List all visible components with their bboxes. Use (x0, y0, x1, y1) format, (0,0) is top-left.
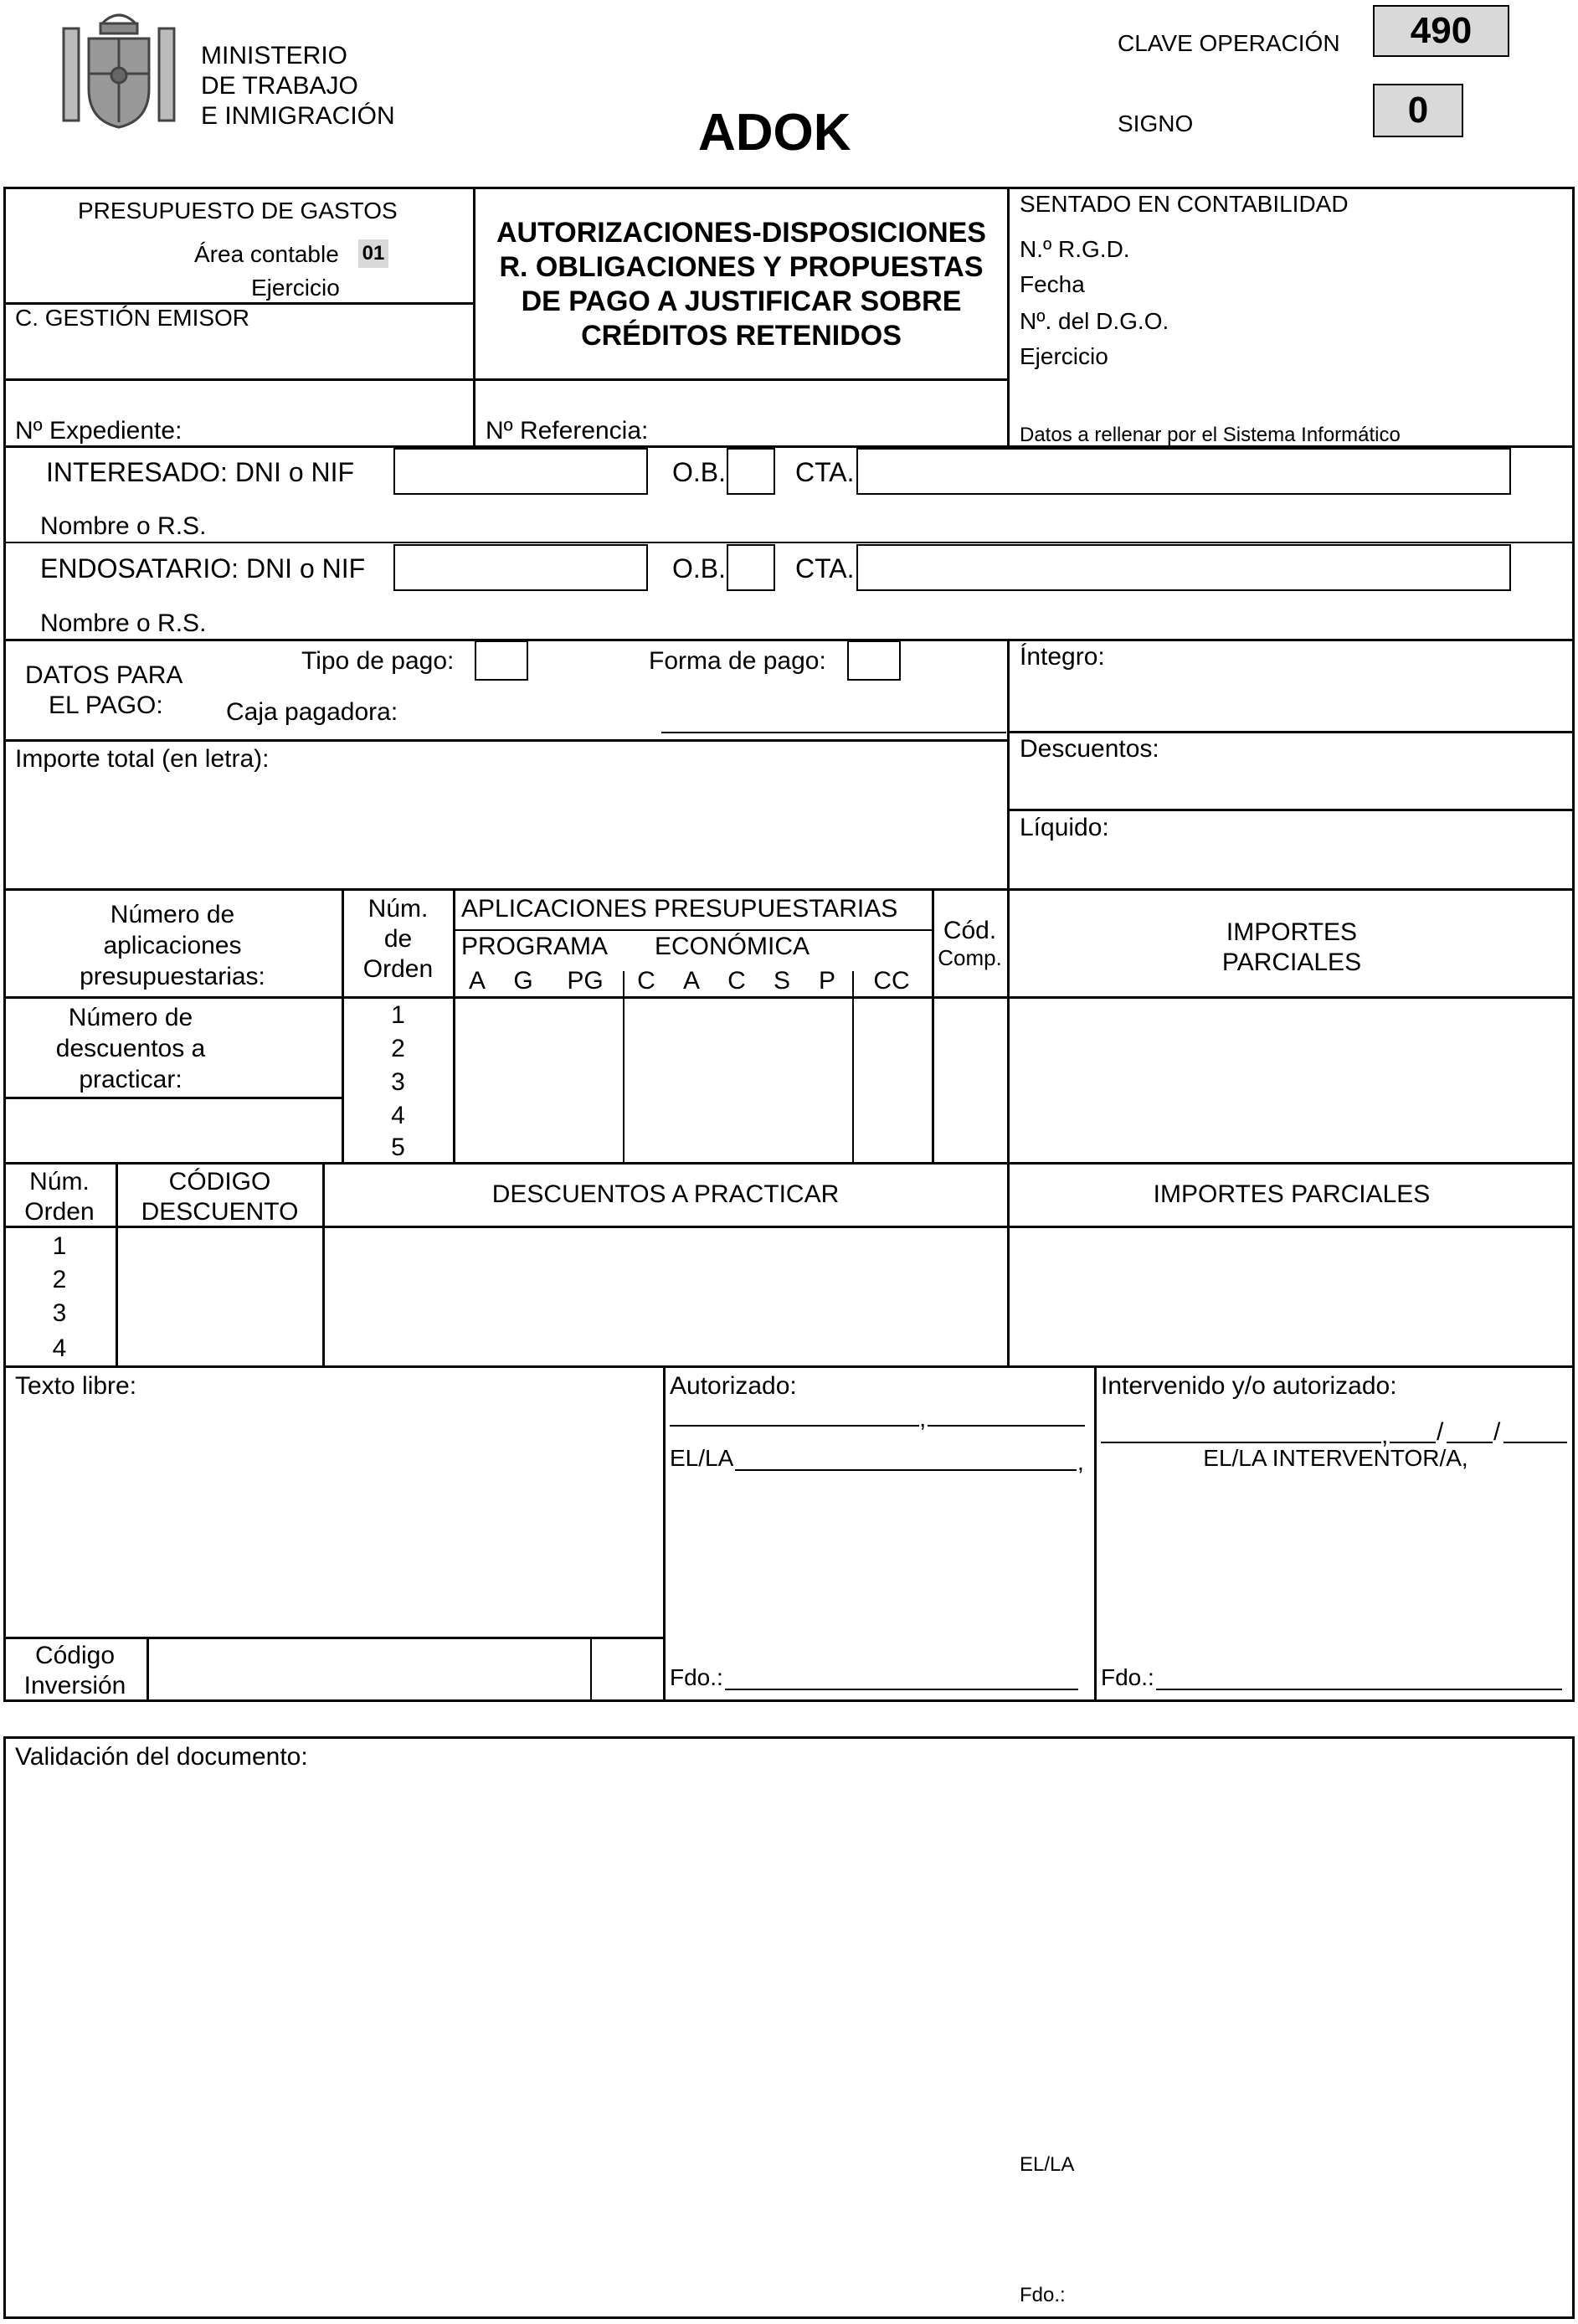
dgo-label: Nº. del D.G.O. (1020, 308, 1169, 334)
clave-operacion-value: 490 (1373, 5, 1509, 57)
codigo-inversion-label (3, 1641, 146, 1701)
expediente-label: Nº Expediente: (15, 417, 182, 445)
num-aplicaciones-label (3, 899, 342, 992)
sub-col-s: S (773, 967, 790, 995)
sistema-informatico-note: Datos a rellenar por el Sistema Informático (1020, 424, 1401, 446)
interesado-nif-field[interactable] (393, 448, 648, 495)
discount-num-line2: Orden (24, 1198, 95, 1226)
interesado-cta-field[interactable] (856, 448, 1511, 495)
datos-pago-label-line1: DATOS PARA (25, 661, 183, 689)
intervenido-slash-2: / (1493, 1418, 1501, 1446)
forma-pago-field[interactable] (847, 640, 901, 681)
num-aplicaciones-line3: presupuestarias: (80, 963, 265, 990)
form-title-line4: CRÉDITOS RETENIDOS (581, 320, 902, 352)
codigo-line1: CÓDIGO (168, 1168, 271, 1195)
endosatario-nombre-label: Nombre o R.S. (40, 609, 207, 637)
sub-col-c1: C (637, 967, 655, 995)
discount-orden-4: 4 (52, 1334, 67, 1362)
sub-col-a2: A (682, 967, 700, 995)
num-orden-line2: de (383, 925, 413, 953)
discount-num-orden-header (3, 1167, 116, 1227)
datos-pago-label-line2: EL PAGO: (49, 692, 163, 719)
form-title-line1: AUTORIZACIONES-DISPOSICIONES (496, 217, 986, 249)
autorizado-comma: , (919, 1405, 927, 1432)
discount-num-line1: Núm. (29, 1168, 90, 1195)
tipo-pago-label: Tipo de pago: (301, 647, 455, 675)
document-code: ADOK (698, 104, 851, 162)
validacion-ella-label: EL/LA (1020, 2153, 1075, 2176)
sub-col-cc: CC (873, 967, 910, 995)
signo-label: SIGNO (1118, 111, 1194, 136)
liquido-label: Líquido: (1020, 814, 1109, 841)
comp-line: Comp. (938, 945, 1002, 970)
endosatario-cta-field[interactable] (856, 544, 1511, 591)
autorizado-ella-comma: , (1077, 1449, 1084, 1475)
sub-col-p: P (818, 967, 835, 995)
endosatario-cta-label: CTA. (795, 553, 855, 584)
cod-comp-header (933, 918, 1007, 969)
autorizado-fdo-label: Fdo.: (670, 1664, 723, 1690)
interventor-label: EL/LA INTERVENTOR/A, (1203, 1445, 1468, 1471)
endosatario-label: ENDOSATARIO: DNI o NIF (40, 553, 366, 584)
integro-label: Íntegro: (1020, 643, 1105, 671)
num-descuentos-line3: practicar: (79, 1066, 182, 1093)
discount-orden-3: 3 (52, 1299, 67, 1327)
forma-pago-label: Forma de pago: (649, 647, 826, 675)
texto-libre-label: Texto libre: (15, 1372, 137, 1400)
cod-line: Cód. (943, 917, 997, 944)
coat-of-arms-logo (52, 5, 186, 132)
economica-header: ECONÓMICA (655, 933, 810, 960)
orden-number-1: 1 (391, 1001, 405, 1029)
programa-header: PROGRAMA (461, 933, 609, 960)
validation-frame (3, 1736, 1575, 2319)
gestion-emisor-label: C. GESTIÓN EMISOR (15, 305, 250, 331)
num-orden-line3: Orden (362, 955, 434, 983)
area-contable-value: 01 (358, 239, 388, 268)
endosatario-ob-field[interactable] (727, 544, 775, 591)
interesado-nombre-label: Nombre o R.S. (40, 512, 207, 540)
ejercicio-label: Ejercicio (251, 275, 340, 301)
form-title-line2: R. OBLIGACIONES Y PROPUESTAS (499, 251, 984, 283)
area-contable-label: Área contable (194, 241, 339, 267)
tipo-pago-field[interactable] (475, 640, 528, 681)
codigo-descuento-header (117, 1167, 322, 1227)
discount-orden-2: 2 (52, 1266, 67, 1293)
intervenido-comma: , (1381, 1422, 1389, 1449)
num-aplicaciones-line2: aplicaciones (103, 932, 242, 959)
autorizado-ella-label: EL/LA (670, 1445, 734, 1471)
caja-pagadora-label: Caja pagadora: (226, 698, 398, 726)
sentado-contabilidad: SENTADO EN CONTABILIDAD (1020, 191, 1349, 217)
num-descuentos-line1: Número de (68, 1004, 193, 1031)
sub-col-a1: A (468, 967, 486, 995)
form-title (475, 216, 1007, 353)
num-orden-header (343, 894, 453, 985)
codigo-inversion-line1: Código (34, 1642, 116, 1669)
num-descuentos-line2: descuentos a (55, 1035, 206, 1062)
importes-parciales-header (1009, 918, 1575, 978)
discount-importes-header: IMPORTES PARCIALES (1153, 1180, 1431, 1208)
ministry-name-line2: DE TRABAJO (201, 72, 358, 100)
sub-col-pg: PG (567, 967, 604, 995)
orden-number-3: 3 (391, 1068, 405, 1096)
num-aplicaciones-line1: Número de (110, 901, 235, 928)
clave-operacion-label: CLAVE OPERACIÓN (1118, 30, 1340, 56)
descuentos-practicar-header: DESCUENTOS A PRACTICAR (491, 1180, 840, 1208)
orden-number-4: 4 (391, 1102, 405, 1129)
num-orden-line1: Núm. (368, 895, 429, 923)
intervenido-label: Intervenido y/o autorizado: (1101, 1372, 1397, 1400)
validacion-label: Validación del documento: (15, 1743, 308, 1771)
orden-number-2: 2 (391, 1035, 405, 1062)
fecha-label: Fecha (1020, 271, 1085, 297)
num-descuentos-label (3, 1002, 258, 1095)
referencia-label: Nº Referencia: (486, 417, 649, 445)
endosatario-nif-field[interactable] (393, 544, 648, 591)
presupuesto-gastos: PRESUPUESTO DE GASTOS (78, 198, 398, 224)
interesado-label: INTERESADO: DNI o NIF (46, 457, 355, 487)
validacion-fdo-label: Fdo.: (1020, 2284, 1066, 2306)
importes-line2: PARCIALES (1221, 949, 1362, 976)
signo-value: 0 (1373, 84, 1463, 137)
sub-col-g: G (513, 967, 533, 995)
importe-letra-label: Importe total (en letra): (15, 745, 270, 773)
endosatario-ob-label: O.B. (672, 553, 727, 584)
interesado-ob-field[interactable] (727, 448, 775, 495)
interesado-cta-label: CTA. (795, 457, 855, 487)
form-title-line3: DE PAGO A JUSTIFICAR SOBRE (521, 285, 962, 317)
rgd-label: N.º R.G.D. (1020, 236, 1130, 262)
codigo-line2: DESCUENTO (141, 1198, 299, 1226)
interesado-ob-label: O.B. (672, 457, 727, 487)
orden-number-5: 5 (391, 1134, 405, 1161)
accounting-ejercicio-label: Ejercicio (1020, 343, 1108, 369)
descuentos-label: Descuentos: (1020, 735, 1159, 763)
sub-col-c2: C (727, 967, 746, 995)
ministry-name-line3: E INMIGRACIÓN (201, 102, 395, 130)
aplicaciones-header: APLICACIONES PRESUPUESTARIAS (461, 895, 898, 923)
codigo-inversion-line2: Inversión (23, 1672, 126, 1699)
ministry-name-line1: MINISTERIO (201, 42, 348, 69)
discount-orden-1: 1 (52, 1232, 67, 1260)
intervenido-slash-1: / (1437, 1418, 1444, 1446)
intervenido-fdo-label: Fdo.: (1101, 1664, 1154, 1690)
importes-line1: IMPORTES (1226, 918, 1358, 946)
autorizado-label: Autorizado: (670, 1372, 797, 1400)
